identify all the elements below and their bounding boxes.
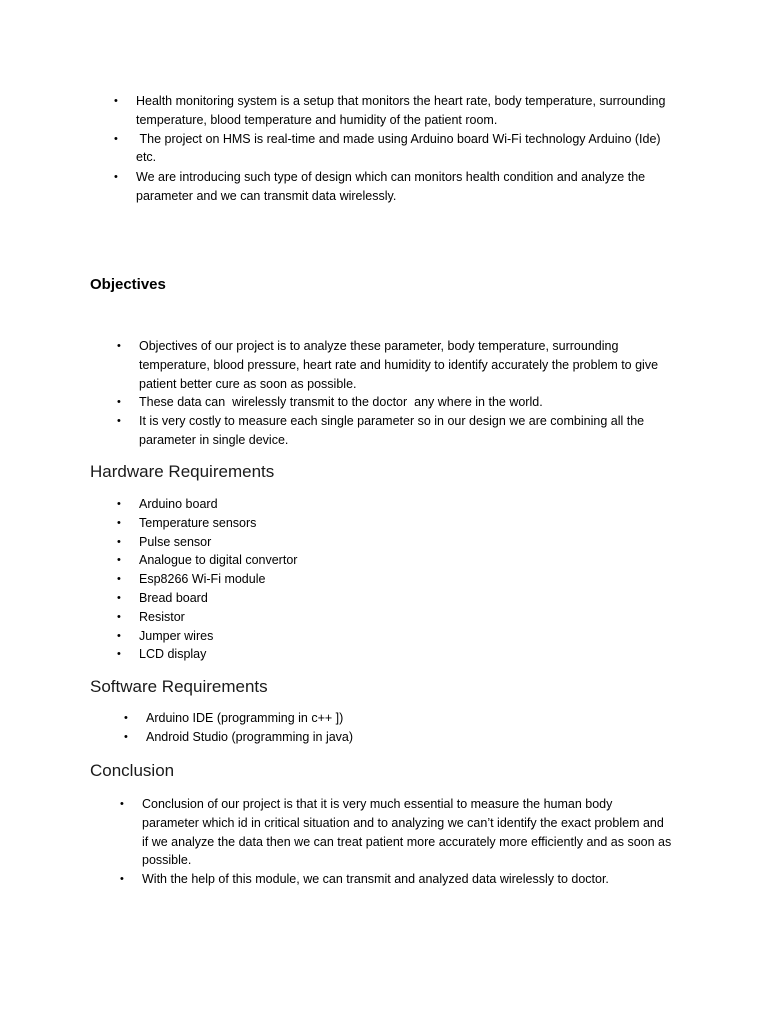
- list-item: [117, 412, 684, 450]
- list-item-text: We are introducing such type of design which can monitors health condition and analyze the parameter and we can transmit data wirelessly.: [136, 170, 646, 203]
- list-item-text: It is very costly to measure each single parameter so in our design we are combining all the parameter in single device.: [139, 414, 645, 447]
- list-item: [117, 627, 539, 646]
- bullet-icon: •: [117, 554, 121, 567]
- list-item-text: Analogue to digital convertor: [139, 553, 298, 568]
- bullet-icon: •: [117, 535, 121, 548]
- list-item: [117, 533, 539, 552]
- list-item-text: Pulse sensor: [139, 534, 212, 549]
- bullet-icon: •: [124, 712, 128, 724]
- bullet-icon: •: [117, 415, 121, 428]
- conclusion-list: [120, 795, 672, 889]
- list-item: [117, 495, 539, 514]
- conclusion-heading: Conclusion: [90, 761, 175, 780]
- software-requirements-list: [124, 709, 546, 747]
- list-item: [114, 130, 676, 168]
- list-item-text: Arduino IDE (programming in c++ ]): [146, 711, 344, 725]
- list-item: [117, 337, 684, 393]
- bullet-icon: •: [117, 629, 121, 642]
- bullet-icon: •: [120, 798, 124, 810]
- list-item-text: Arduino board: [139, 497, 218, 511]
- list-item: [124, 728, 546, 747]
- bullet-icon: •: [117, 573, 121, 586]
- list-item-text: Bread board: [139, 590, 208, 605]
- bullet-icon: •: [120, 873, 124, 886]
- list-item: [124, 709, 546, 728]
- list-item-text: Conclusion of our project is that it is very much essential to measure the human body parameter which id in critical situation and to analyzing we can’t identify the exact problem and if we analyze the data then we can treat patient more accurately more efficiently and as soon as possible.: [142, 797, 672, 868]
- list-item-text: Health monitoring system is a setup that monitors the heart rate, body temperature, surrounding temperature, blood temperature and humidity of the patient room.: [136, 94, 666, 127]
- list-item: [117, 551, 539, 570]
- list-item-text: Resistor: [139, 609, 185, 624]
- list-item-text: Esp8266 Wi-Fi module: [139, 572, 266, 587]
- bullet-icon: •: [117, 340, 121, 352]
- list-item-text: These data can wirelessly transmit to the doctor any where in the world.: [139, 395, 543, 410]
- bullet-icon: •: [117, 648, 121, 661]
- bullet-icon: •: [114, 171, 118, 184]
- bullet-icon: •: [117, 591, 121, 604]
- list-item: [117, 514, 539, 533]
- bullet-icon: •: [114, 132, 118, 145]
- intro-list: [114, 92, 676, 206]
- list-item-text: LCD display: [139, 647, 207, 662]
- objectives-heading: Objectives: [90, 276, 166, 293]
- list-item: [117, 645, 539, 664]
- list-item: [117, 393, 684, 412]
- list-item: [114, 92, 676, 130]
- list-item-text: With the help of this module, we can transmit and analyzed data wirelessly to doctor.: [142, 872, 609, 887]
- list-item-text: Android Studio (programming in java): [146, 729, 354, 744]
- list-item: [114, 168, 676, 206]
- list-item: [117, 608, 539, 627]
- list-item-text: Jumper wires: [139, 628, 214, 643]
- bullet-icon: •: [117, 498, 121, 510]
- objectives-list: [117, 337, 684, 450]
- software-requirements-heading: Software Requirements: [90, 677, 268, 696]
- list-item: [120, 795, 672, 870]
- list-item: [120, 870, 672, 889]
- bullet-icon: •: [117, 516, 121, 529]
- list-item: [117, 589, 539, 608]
- list-item-text: The project on HMS is real-time and made using Arduino board Wi-Fi technology Arduino (Ide) etc.: [136, 131, 665, 165]
- bullet-icon: •: [114, 95, 118, 107]
- list-item-text: Temperature sensors: [139, 515, 257, 530]
- hardware-requirements-heading: Hardware Requirements: [90, 462, 275, 481]
- hardware-requirements-list: [117, 495, 539, 664]
- bullet-icon: •: [124, 730, 128, 743]
- list-item-text: Objectives of our project is to analyze these parameter, body temperature, surrounding temperature, blood pressure, heart rate and humidity to identify accurately the problem to give patient better cure as soon as possible.: [139, 339, 659, 391]
- bullet-icon: •: [117, 396, 121, 409]
- bullet-icon: •: [117, 610, 121, 623]
- list-item: [117, 570, 539, 589]
